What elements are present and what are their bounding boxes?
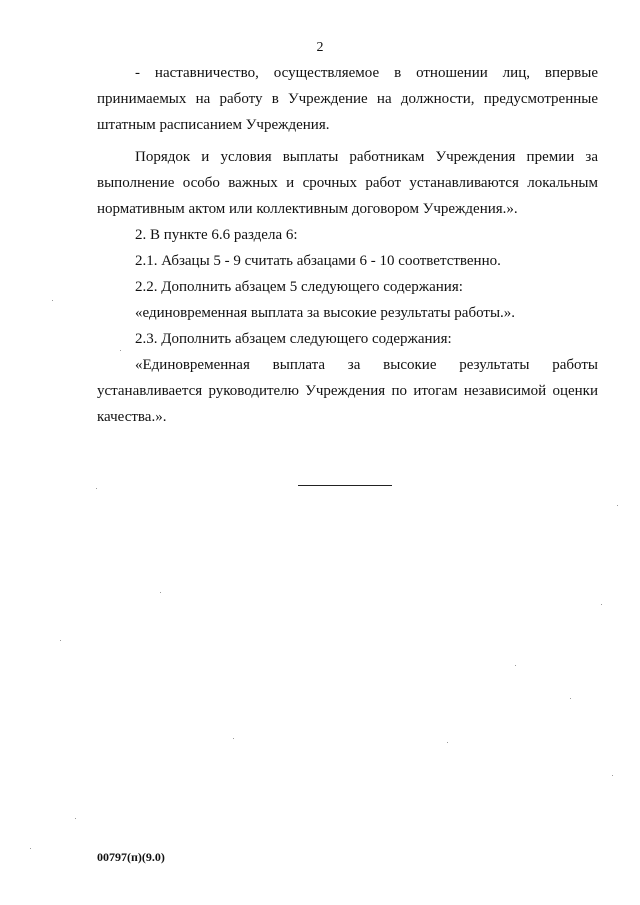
paragraph-mentoring: - наставничество, осуществляемое в отношении лиц, впервые принимаемых на работу в Учреждение на должности, предусмотренные штатным расписанием Учреждения. <box>97 65 598 133</box>
scan-speck <box>447 742 448 743</box>
paragraph-quote-head-payment: «Единовременная выплата за высокие результаты работы устанавливается руководителю Учреждения по итогам независимой оценки качества.». <box>97 357 598 425</box>
scan-speck <box>612 775 613 776</box>
scan-speck <box>75 818 76 819</box>
scan-speck <box>601 604 602 605</box>
document-code: 00797(п)(9.0) <box>97 850 165 864</box>
page-number: 2 <box>316 40 324 55</box>
paragraph-item-2-3: 2.3. Дополнить абзацем следующего содержания: <box>135 331 452 347</box>
scan-speck <box>96 488 97 489</box>
document-body <box>97 60 598 430</box>
scan-speck <box>160 592 161 593</box>
scan-speck <box>120 350 121 351</box>
scan-speck <box>30 848 31 849</box>
scan-speck <box>60 640 61 641</box>
paragraph-item-2-2: 2.2. Дополнить абзацем 5 следующего содержания: <box>135 279 463 295</box>
scan-speck <box>52 300 53 301</box>
paragraph-bonus-procedure: Порядок и условия выплаты работникам Учреждения премии за выполнение особо важных и срочных работ устанавливаются локальным нормативным актом или коллективным договором Учреждения.». <box>97 149 598 217</box>
scan-speck <box>233 738 234 739</box>
scan-speck <box>617 505 618 506</box>
scan-speck <box>570 698 571 699</box>
end-separator-line <box>298 485 392 486</box>
paragraph-item-2: 2. В пункте 6.6 раздела 6: <box>135 227 298 243</box>
paragraph-quote-one-time-payment: «единовременная выплата за высокие результаты работы.». <box>135 305 516 321</box>
scan-speck <box>515 665 516 666</box>
paragraph-item-2-1: 2.1. Абзацы 5 - 9 считать абзацами 6 - 10 соответственно. <box>135 253 501 269</box>
